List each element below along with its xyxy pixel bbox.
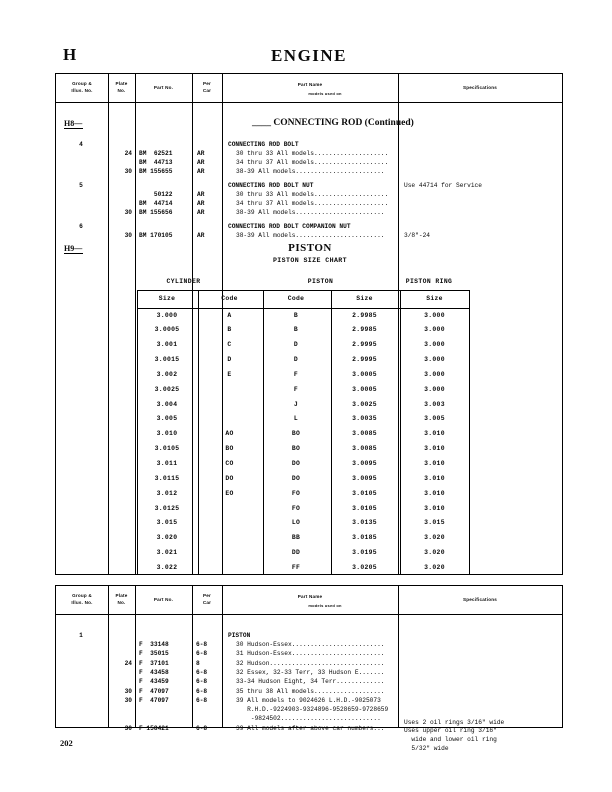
per-car: 6-8 bbox=[196, 696, 208, 704]
size-chart-cell: 3.011 bbox=[156, 460, 178, 467]
size-chart-cell: AO bbox=[225, 430, 234, 438]
part-desc: 38-39 All models........................ bbox=[236, 232, 385, 239]
size-chart-cell: 3.015 bbox=[156, 519, 178, 527]
part-desc: 30 Hudson-Essex......................... bbox=[236, 641, 385, 648]
per-car: AR bbox=[197, 159, 205, 166]
size-chart-cell: 3.003 bbox=[424, 400, 445, 408]
header-part-name: Part Name models used on bbox=[297, 82, 342, 96]
size-chart-cell: CO bbox=[225, 460, 234, 467]
size-chart-cell: F bbox=[293, 370, 299, 378]
size-chart-cell: 2.9995 bbox=[352, 356, 377, 364]
size-chart-cell: 3.010 bbox=[424, 474, 445, 482]
size-chart-cell: DD bbox=[291, 549, 301, 557]
size-chart-cell: 3.022 bbox=[156, 563, 178, 571]
part-no: BM 62521 bbox=[139, 150, 173, 157]
size-chart-cell: B bbox=[293, 326, 299, 334]
plate-no: 30 bbox=[124, 687, 132, 695]
size-chart-cell: L bbox=[293, 415, 299, 423]
size-chart-cell: BO bbox=[291, 445, 301, 453]
size-chart-cell: 3.020 bbox=[424, 563, 445, 571]
size-chart-cell: 3.012 bbox=[156, 489, 178, 497]
per-car: AR bbox=[197, 191, 205, 198]
running-head bbox=[55, 45, 563, 73]
illus-no: 1 bbox=[79, 632, 83, 639]
part-no: BM 155655 bbox=[139, 168, 173, 175]
page-number: 202 bbox=[60, 738, 73, 748]
part-desc: 34 thru 37 All models.................... bbox=[236, 200, 389, 207]
size-chart-cell: 3.0085 bbox=[352, 430, 377, 438]
size-chart-cell: B bbox=[227, 326, 232, 334]
size-chart-cell: 3.000 bbox=[156, 311, 178, 319]
header-part-no: Part No. bbox=[153, 85, 174, 90]
plate-no: 24 bbox=[124, 659, 132, 667]
size-chart-cell: 2.9995 bbox=[352, 341, 377, 349]
size-chart-cell: B bbox=[293, 311, 299, 319]
group-label-h8: H8— bbox=[64, 119, 83, 128]
illus-no: 4 bbox=[79, 141, 83, 148]
per-car: 6-8 bbox=[196, 678, 208, 686]
part-desc: 31 Hudson-Essex......................... bbox=[236, 650, 385, 658]
size-chart-cell: 3.0105 bbox=[154, 445, 180, 453]
header-rule bbox=[56, 614, 562, 615]
plate-no: 30 bbox=[124, 696, 132, 704]
size-chart-cell: 3.0185 bbox=[352, 534, 377, 542]
part-no: 50122 bbox=[139, 191, 173, 198]
size-chart-cell: E bbox=[227, 370, 232, 378]
size-chart-cell: 3.015 bbox=[424, 519, 445, 527]
header-group-illus: Group & Illus. No. bbox=[71, 81, 93, 93]
header-rule bbox=[56, 102, 562, 103]
part-group-title: CONNECTING ROD BOLT bbox=[228, 141, 299, 148]
size-chart-cell: A bbox=[227, 311, 232, 319]
size-chart-cell: 3.000 bbox=[424, 311, 445, 319]
size-chart-cell: 3.010 bbox=[424, 445, 445, 453]
header-group-illus: Group & Illus. No. bbox=[71, 593, 93, 605]
size-chart-cell: 3.0005 bbox=[154, 326, 180, 334]
part-no: BM 44714 bbox=[139, 200, 173, 207]
size-chart-cell: 3.010 bbox=[156, 430, 178, 438]
size-chart-cell: DO bbox=[291, 474, 301, 482]
part-no: F 37101 bbox=[139, 659, 169, 667]
piston-size-chart-title: PISTON SIZE CHART bbox=[272, 257, 348, 264]
header-part-no: Part No. bbox=[153, 597, 174, 602]
size-chart-cell: 3.0035 bbox=[352, 415, 377, 423]
header-per-car: Per Car bbox=[202, 81, 212, 93]
header-plate-no: Plate No. bbox=[115, 593, 128, 605]
part-desc: 39 All models to 9024626 L.H.D.-9025073 bbox=[236, 696, 381, 704]
part-no: F 47097 bbox=[139, 696, 169, 704]
section-heading-connecting-rod: ____ CONNECTING ROD (Continued) bbox=[252, 118, 414, 128]
plate-no: 30 bbox=[124, 232, 132, 239]
per-car: 6-8 bbox=[196, 650, 208, 658]
illus-no: 6 bbox=[79, 223, 83, 230]
part-no: F 33148 bbox=[139, 641, 169, 648]
plate-no: 30 bbox=[124, 168, 132, 175]
section-heading-piston: PISTON bbox=[288, 242, 332, 254]
header-specifications: Specifications bbox=[463, 597, 497, 602]
part-group-title: PISTON bbox=[228, 632, 251, 639]
size-chart-cell: 3.005 bbox=[156, 415, 178, 423]
plate-no: 30 bbox=[124, 724, 132, 732]
size-chart-cell: 3.000 bbox=[424, 370, 445, 378]
part-no: F 43458 bbox=[139, 668, 169, 676]
per-car: 6-8 bbox=[196, 641, 208, 648]
header-part-name: Part Name models used on bbox=[297, 594, 342, 608]
part-desc: 39 All models after above car numbers... bbox=[236, 724, 385, 732]
size-chart-cell: 3.000 bbox=[424, 341, 445, 349]
size-chart-cell: DO bbox=[291, 460, 301, 467]
col-divider-plate bbox=[135, 74, 136, 574]
size-chart-cell: 3.005 bbox=[424, 415, 445, 423]
per-car: 6-8 bbox=[196, 724, 208, 732]
specification: 3/8"-24 bbox=[404, 232, 430, 239]
part-desc: 38-39 All models........................ bbox=[236, 168, 385, 175]
size-chart-cell: BO bbox=[291, 430, 301, 438]
per-car: AR bbox=[197, 150, 205, 157]
per-car: AR bbox=[197, 209, 205, 216]
size-chart-cell: 2.9985 bbox=[352, 326, 377, 334]
size-chart-cell: 3.0105 bbox=[352, 489, 377, 497]
part-desc: 32 Essex, 32-33 Terr, 33 Hudson E....... bbox=[236, 668, 385, 676]
per-car: 6-8 bbox=[196, 687, 208, 695]
size-chart-cell: 3.000 bbox=[424, 356, 445, 364]
size-chart-cell: 3.0025 bbox=[154, 385, 180, 393]
per-car: 6-8 bbox=[196, 668, 208, 676]
size-chart-cell: 3.0015 bbox=[154, 356, 180, 364]
part-group-title: CONNECTING ROD BOLT COMPANION NUT bbox=[228, 223, 351, 230]
size-chart-col-header: Code bbox=[221, 295, 238, 302]
size-chart-cell: 3.0135 bbox=[352, 519, 377, 527]
size-chart-cell: LO bbox=[291, 519, 301, 527]
size-chart-cell: 3.020 bbox=[424, 549, 445, 557]
size-chart-cell: DO bbox=[225, 474, 234, 482]
size-chart-cell: 3.021 bbox=[156, 549, 178, 557]
part-no: BM 170105 bbox=[139, 232, 173, 239]
size-chart-cell: 3.0095 bbox=[352, 474, 377, 482]
plate-no: 30 bbox=[124, 209, 132, 216]
size-chart-cell: 3.000 bbox=[424, 326, 445, 334]
size-chart-col-header: Size bbox=[158, 295, 176, 302]
size-chart-cell: 3.010 bbox=[424, 430, 445, 438]
part-desc: 35 thru 38 All models................... bbox=[236, 687, 385, 695]
part-desc: 30 thru 33 All models.................... bbox=[236, 191, 389, 198]
size-chart-cell: 3.0005 bbox=[352, 370, 377, 378]
size-chart-cell: 3.010 bbox=[424, 489, 445, 497]
header-specifications: Specifications bbox=[463, 85, 497, 90]
part-desc: 32 Hudson............................... bbox=[236, 659, 385, 667]
per-car: AR bbox=[197, 232, 205, 239]
specification-line: Uses upper oil ring 3/16" bbox=[404, 727, 497, 735]
size-chart-cell: D bbox=[293, 341, 299, 349]
part-no: F 35015 bbox=[139, 650, 169, 658]
part-group-title: CONNECTING ROD BOLT NUT bbox=[228, 182, 314, 189]
size-chart-col-header: Size bbox=[356, 295, 373, 302]
size-chart-cell: 3.020 bbox=[156, 534, 178, 542]
part-no: BM 44713 bbox=[139, 159, 173, 166]
size-chart-cell: 3.002 bbox=[156, 370, 178, 378]
part-desc: -9824502........................... bbox=[236, 715, 381, 723]
size-chart-cell: 3.010 bbox=[424, 504, 445, 512]
size-chart-cell: FO bbox=[291, 504, 301, 512]
size-chart-cell: 3.0105 bbox=[352, 504, 377, 512]
group-header-piston-ring: PISTON RING bbox=[405, 278, 453, 285]
size-chart-cell: 3.0115 bbox=[154, 474, 180, 482]
size-chart-cell: F bbox=[293, 385, 299, 393]
header-plate-no: Plate No. bbox=[115, 81, 128, 93]
size-chart-col-header: Code bbox=[287, 295, 305, 302]
per-car: AR bbox=[197, 168, 205, 175]
size-chart-cell: 3.004 bbox=[156, 400, 178, 408]
size-chart-cell: 3.020 bbox=[424, 534, 445, 542]
plate-no: 24 bbox=[124, 150, 132, 157]
part-no: F 43459 bbox=[139, 678, 169, 686]
size-chart-cell: BO bbox=[225, 445, 234, 453]
part-desc: 34 thru 37 All models.................... bbox=[236, 159, 389, 166]
header-per-car: Per Car bbox=[202, 593, 212, 605]
section-letter: H bbox=[63, 45, 77, 64]
size-chart-cell: 3.0125 bbox=[154, 504, 180, 512]
part-desc: 38-39 All models........................ bbox=[236, 209, 385, 216]
size-chart-cell: FF bbox=[291, 563, 301, 571]
specification-line: 5/32" wide bbox=[404, 744, 449, 752]
size-chart-cell: D bbox=[227, 356, 232, 364]
specification-line: Uses 2 oil rings 3/16" wide bbox=[404, 718, 505, 726]
per-car: 8 bbox=[196, 659, 200, 667]
size-chart-cell: 2.9985 bbox=[352, 311, 377, 319]
size-chart-cell: 3.001 bbox=[156, 341, 178, 349]
size-chart-cell: 3.0085 bbox=[352, 445, 377, 453]
page-title: ENGINE bbox=[270, 46, 348, 65]
size-chart-cell: 3.010 bbox=[424, 460, 445, 467]
size-chart-col-header: Size bbox=[426, 295, 443, 302]
size-chart-cell: 3.0195 bbox=[352, 549, 377, 557]
size-chart-cell: FO bbox=[291, 489, 301, 497]
group-header-piston: PISTON bbox=[307, 278, 334, 285]
part-no: BM 155656 bbox=[139, 209, 173, 216]
group-label-h9: H9— bbox=[64, 244, 83, 253]
size-chart-cell: EO bbox=[225, 489, 234, 497]
size-chart-cell: C bbox=[227, 341, 232, 349]
size-chart-cell: BB bbox=[291, 534, 301, 542]
per-car: AR bbox=[197, 200, 205, 207]
specification-line: wide and lower oil ring bbox=[404, 736, 497, 743]
part-desc: 30 thru 33 All models.................... bbox=[236, 150, 389, 157]
size-chart-cell: J bbox=[293, 400, 299, 408]
illus-no: 5 bbox=[79, 182, 83, 189]
size-chart-cell: 3.0205 bbox=[352, 563, 377, 571]
part-desc: R.H.D.-9224903-9324896-9528659-9728659 bbox=[236, 706, 389, 714]
part-no: F 158421 bbox=[139, 724, 169, 732]
group-header-cylinder: CYLINDER bbox=[166, 278, 201, 285]
size-chart-cell: 3.0005 bbox=[352, 385, 377, 393]
sc-header-rule bbox=[138, 308, 469, 309]
size-chart-cell: 3.000 bbox=[424, 385, 445, 393]
size-chart-cell: 3.0025 bbox=[352, 400, 377, 408]
size-chart-cell: 3.0095 bbox=[352, 460, 377, 467]
part-desc: 33-34 Hudson Eight, 34 Terr............. bbox=[236, 678, 385, 686]
size-chart-cell: D bbox=[293, 356, 299, 364]
part-no: F 47097 bbox=[139, 687, 169, 695]
specification: Use 44714 for Service bbox=[404, 182, 482, 189]
